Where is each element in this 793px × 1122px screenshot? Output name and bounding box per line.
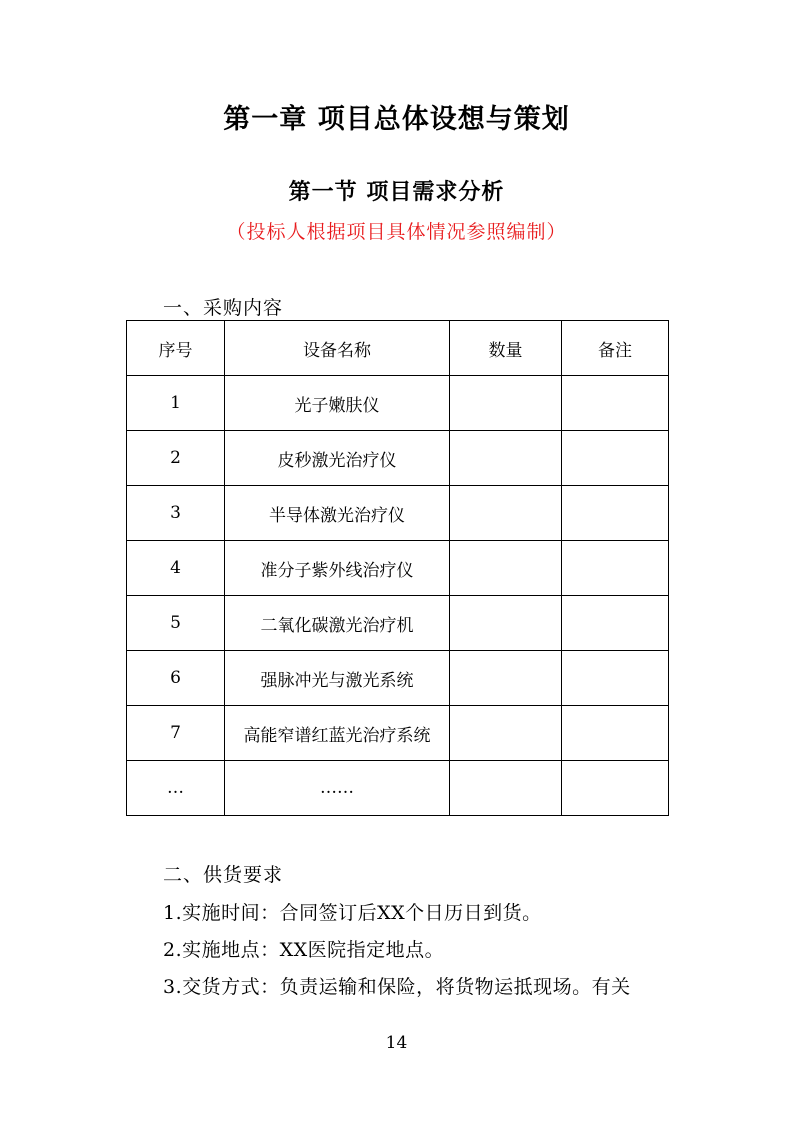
cell-serial-no: … [127, 761, 225, 816]
table-header-row [127, 321, 669, 376]
cell-serial-no: 5 [127, 596, 225, 651]
table-row [127, 431, 669, 486]
cell-equipment-name: …… [225, 761, 450, 816]
header-quantity: 数量 [450, 321, 562, 376]
table-row [127, 486, 669, 541]
cell-serial-no: 4 [127, 541, 225, 596]
table-row [127, 706, 669, 761]
cell-equipment-name: 高能窄谱红蓝光治疗系统 [225, 706, 450, 761]
cell-remark [562, 486, 669, 541]
cell-serial-no: 2 [127, 431, 225, 486]
header-equipment-name: 设备名称 [225, 321, 450, 376]
cell-equipment-name: 光子嫩肤仪 [225, 376, 450, 431]
header-remark: 备注 [562, 321, 669, 376]
procurement-heading: 一、采购内容 [163, 297, 284, 319]
cell-remark [562, 706, 669, 761]
editing-note: （投标人根据项目具体情况参照编制） [226, 221, 567, 243]
page-number: 14 [385, 1033, 408, 1053]
table-row [127, 761, 669, 816]
chapter-title: 第一章 项目总体设想与策划 [223, 104, 570, 135]
header-serial-no: 序号 [127, 321, 225, 376]
paragraph-implementation-time: 1.实施时间：合同签订后XX个日历日到货。 [163, 902, 542, 924]
procurement-table [126, 320, 669, 816]
cell-equipment-name: 准分子紫外线治疗仪 [225, 541, 450, 596]
cell-quantity [450, 541, 562, 596]
cell-equipment-name: 半导体激光治疗仪 [225, 486, 450, 541]
table-row [127, 596, 669, 651]
cell-remark [562, 541, 669, 596]
cell-quantity [450, 596, 562, 651]
cell-serial-no: 1 [127, 376, 225, 431]
cell-equipment-name: 强脉冲光与激光系统 [225, 651, 450, 706]
paragraph-delivery-method: 3.交货方式：负责运输和保险，将货物运抵现场。有关 [163, 976, 631, 998]
cell-equipment-name: 皮秒激光治疗仪 [225, 431, 450, 486]
table-row [127, 376, 669, 431]
cell-serial-no: 3 [127, 486, 225, 541]
paragraph-implementation-location: 2.实施地点：XX医院指定地点。 [163, 939, 445, 961]
cell-remark [562, 376, 669, 431]
cell-serial-no: 6 [127, 651, 225, 706]
cell-quantity [450, 761, 562, 816]
cell-remark [562, 761, 669, 816]
cell-quantity [450, 431, 562, 486]
table-row [127, 541, 669, 596]
cell-remark [562, 651, 669, 706]
cell-remark [562, 596, 669, 651]
cell-equipment-name: 二氧化碳激光治疗机 [225, 596, 450, 651]
cell-serial-no: 7 [127, 706, 225, 761]
cell-quantity [450, 651, 562, 706]
cell-quantity [450, 706, 562, 761]
supply-requirements-heading: 二、供货要求 [163, 864, 284, 886]
table-row [127, 651, 669, 706]
cell-quantity [450, 376, 562, 431]
cell-remark [562, 431, 669, 486]
section-title: 第一节 项目需求分析 [288, 179, 505, 205]
cell-quantity [450, 486, 562, 541]
